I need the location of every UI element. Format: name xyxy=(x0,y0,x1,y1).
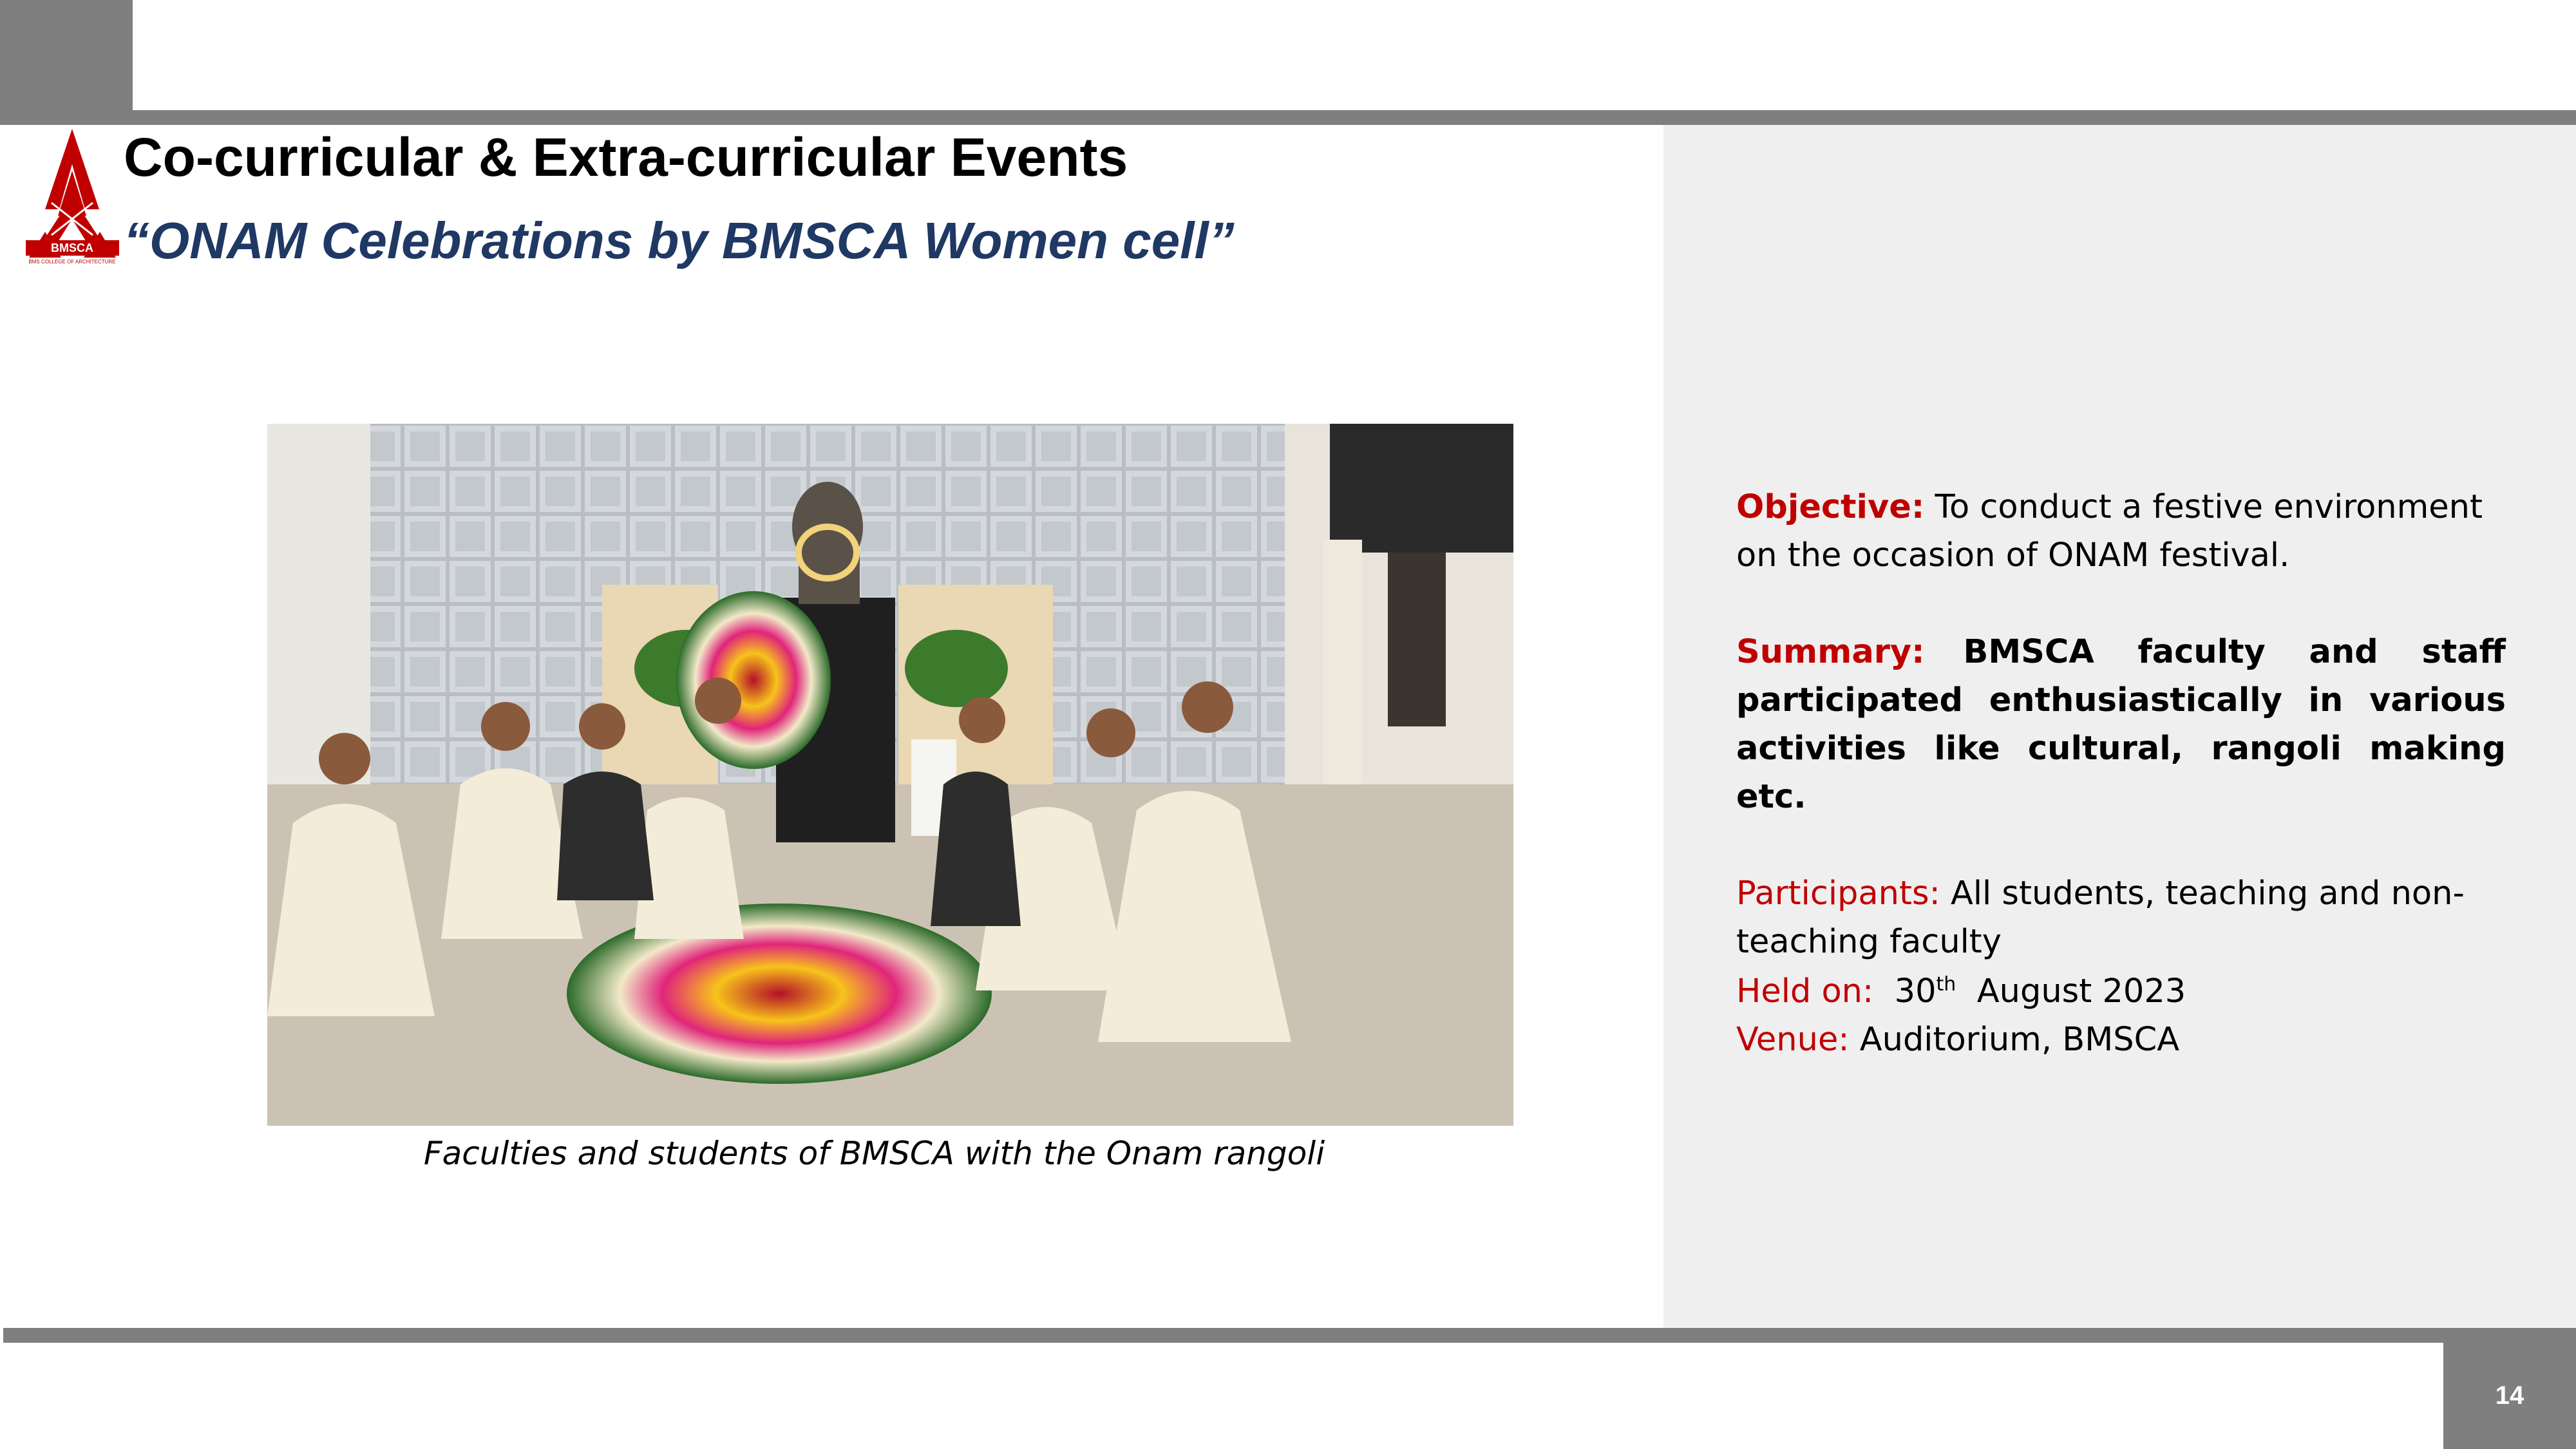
event-photo xyxy=(267,424,1513,1126)
held-on-label: Held on: xyxy=(1736,972,1874,1010)
objective-text xyxy=(1736,483,2506,580)
bottom-divider-bar xyxy=(3,1328,2576,1343)
page-subtitle: “ONAM Celebrations by BMSCA Women cell” xyxy=(124,212,1235,269)
participants-value: All students, teaching and non-teaching faculty xyxy=(1736,875,2465,961)
page-number: 14 xyxy=(2443,1343,2576,1449)
top-corner-block xyxy=(0,0,133,125)
page-title: Co-curricular & Extra-curricular Events xyxy=(124,127,1128,187)
summary-text xyxy=(1736,628,2506,821)
venue-label: Venue: xyxy=(1736,1021,1850,1059)
summary-value: BMSCA faculty and staff participated enthusiastically in various activities like cultural, rangoli making etc. xyxy=(1736,633,2506,816)
logo-tagline: BMS COLLEGE OF ARCHITECTURE xyxy=(28,259,116,265)
held-day: 30 xyxy=(1894,972,1937,1010)
held-on-text xyxy=(1736,967,2506,1016)
venue-value: Auditorium, BMSCA xyxy=(1849,1021,2180,1059)
photo-caption: Faculties and students of BMSCA with the Onam rangoli xyxy=(423,1135,1325,1172)
held-month-year: August 2023 xyxy=(1976,972,2186,1010)
objective-value: To conduct a festive environment on the occasion of ONAM festival. xyxy=(1736,488,2483,574)
venue-text xyxy=(1736,1016,2506,1064)
bmsca-logo xyxy=(26,126,119,267)
objective-label: Objective: xyxy=(1736,488,1925,526)
logo-name: BMSCA xyxy=(51,242,93,254)
summary-label: Summary: xyxy=(1736,633,1925,671)
participants-text xyxy=(1736,869,2506,966)
top-divider-bar xyxy=(133,110,2576,125)
held-day-suffix: th xyxy=(1936,973,1956,996)
participants-label: Participants: xyxy=(1736,875,1940,913)
